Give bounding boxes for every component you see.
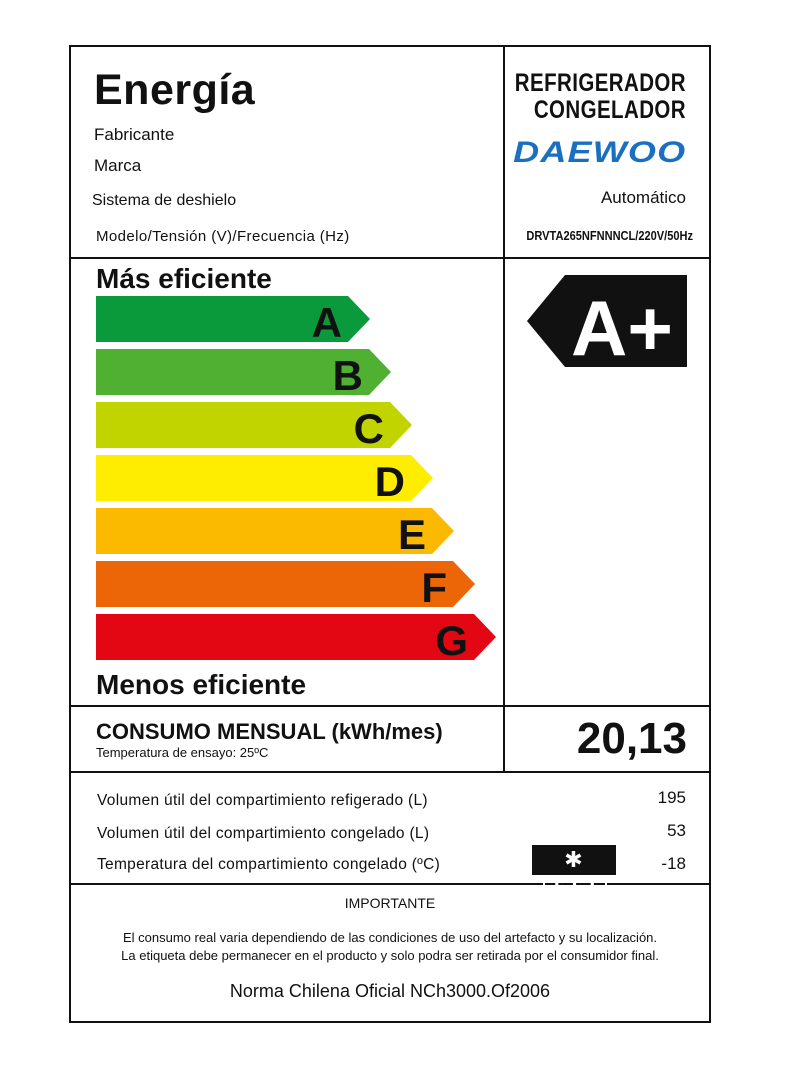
efficiency-bar-shape [96, 561, 475, 607]
divider [69, 771, 711, 773]
top-efficiency-label: Más eficiente [96, 263, 272, 294]
consumption-value: 20,13 [576, 714, 687, 763]
efficiency-scale [96, 296, 506, 666]
freezer-star-rating-icon [532, 845, 616, 903]
field-label-fabricante: Fabricante [94, 125, 175, 144]
rating-letter: A+ [571, 284, 673, 367]
divider [69, 705, 711, 707]
spec-label-congelado: Volumen útil del compartimiento congelado (L) [97, 825, 430, 842]
divider [69, 883, 711, 885]
big-star-icon: ✱ [564, 847, 584, 872]
efficiency-bar-e [96, 508, 454, 558]
efficiency-bar-letter: A [311, 299, 342, 346]
efficiency-bar-letter: G [435, 617, 468, 664]
efficiency-bar-letter: D [374, 458, 405, 505]
important-note [69, 929, 711, 965]
efficiency-bar-f [96, 561, 475, 611]
important-title: IMPORTANTE [344, 895, 436, 911]
spec-label-temperatura: Temperatura del compartimiento congelado (ºC) [97, 856, 441, 873]
field-label-marca: Marca [94, 156, 142, 175]
efficiency-bar-letter: E [397, 511, 426, 558]
label-title: Energía [94, 66, 256, 114]
brand-logo: DAEWOO [512, 136, 686, 169]
divider [503, 706, 505, 772]
spec-label-refrigerado: Volumen útil del compartimiento refigerado (L) [97, 792, 428, 809]
norma-reference: Norma Chilena Oficial NCh3000.Of2006 [229, 981, 551, 1001]
field-label-deshielo: Sistema de deshielo [92, 192, 237, 209]
field-value-modelo: DRVTA265NFNNNCL/220V/50Hz [526, 228, 693, 243]
field-label-modelo: Modelo/Tensión (V)/Frecuencia (Hz) [96, 228, 350, 245]
bottom-efficiency-label: Menos eficiente [96, 669, 307, 700]
product-type-line1: REFRIGERADOR [514, 69, 686, 97]
divider [69, 257, 711, 259]
efficiency-bar-letter: B [332, 352, 363, 399]
efficiency-bar-c [96, 402, 412, 452]
efficiency-bar-letter: F [421, 564, 447, 611]
small-stars-icon: ✱✱✱ [543, 879, 606, 903]
important-note-line2: La etiqueta debe permanecer en el producto y solo podra ser retirada por el consumidor final. [121, 948, 659, 963]
rating-arrow [527, 275, 687, 367]
consumption-title: CONSUMO MENSUAL (kWh/mes) [96, 719, 443, 744]
efficiency-bar-a [96, 296, 370, 346]
product-type [506, 70, 686, 124]
spec-value-congelado: 53 [667, 821, 686, 840]
efficiency-bar-b [96, 349, 391, 399]
consumption-subtitle: Temperatura de ensayo: 25ºC [96, 745, 269, 760]
important-note-line1: El consumo real varia dependiendo de las condiciones de uso del artefacto y su localización. [122, 930, 658, 945]
efficiency-bar-letter: C [353, 405, 384, 452]
spec-value-temperatura: -18 [661, 854, 686, 873]
field-value-deshielo: Automático [600, 188, 686, 207]
efficiency-bar-g [96, 614, 496, 664]
spec-value-refrigerado: 195 [657, 788, 686, 807]
product-type-line2: CONGELADOR [533, 96, 686, 124]
efficiency-bar-d [96, 455, 433, 505]
